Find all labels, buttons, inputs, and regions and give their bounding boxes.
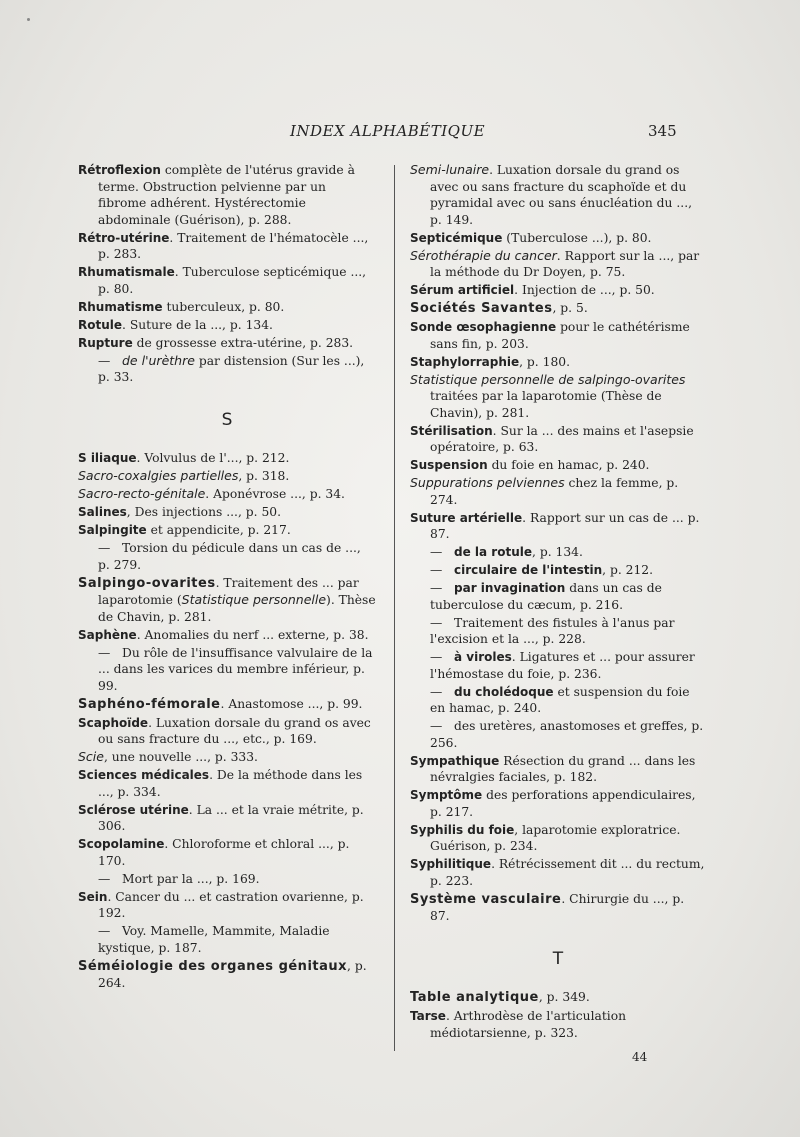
index-subentry: — par invagination dans un cas de tuberculose du cæcum, p. 216. <box>430 581 662 612</box>
entries-t <box>410 989 706 1041</box>
left-column <box>78 162 376 993</box>
entry-term: Symptôme <box>410 788 483 802</box>
entry-text: , Des injections ..., p. 50. <box>126 505 282 519</box>
entry-term: Rétro-utérine <box>78 230 170 245</box>
entry-term: Scopolamine <box>78 837 165 851</box>
entry-text: , une nouvelle ..., p. 333. <box>103 750 258 764</box>
index-subentry: — Torsion du pédicule dans un cas de ..., p. 279. <box>98 541 361 572</box>
index-entry <box>410 319 706 352</box>
index-entry <box>78 317 376 334</box>
entry-text: . Rapport sur un cas de ... p. 87. <box>430 510 700 541</box>
column-divider <box>394 165 395 1051</box>
entries-s2 <box>78 696 376 870</box>
index-entry <box>410 372 706 422</box>
entry-term: Tarse <box>410 1009 446 1023</box>
index-entry <box>78 450 376 467</box>
entries-right <box>410 162 706 543</box>
entry-term: Syphilis du foie <box>410 822 515 837</box>
index-entry <box>410 787 706 820</box>
entry-term: Sérum artificiel <box>410 283 515 297</box>
entry-term: Sacro-recto-génitale <box>78 486 206 501</box>
entry-text: . Chloroforme et chloral ..., p. 170. <box>98 837 350 868</box>
entries-r <box>78 162 376 351</box>
index-entry <box>410 230 706 247</box>
entry-text: . La ... et la vraie métrite, p. 306. <box>98 802 364 833</box>
page-number: 345 <box>648 122 677 140</box>
entry-term: Statistique personnelle de salpingo-ovarites <box>410 371 686 387</box>
entry-text: et appendicite, p. 217. <box>146 523 291 537</box>
index-entry <box>78 767 376 800</box>
entry-text: . De la méthode dans les ..., p. 334. <box>98 768 363 799</box>
entry-text: , p. 5. <box>552 301 588 315</box>
signature-mark: 44 <box>632 1050 648 1064</box>
index-entry <box>410 423 706 456</box>
index-subentry: — circulaire de l'intestin, p. 212. <box>430 563 654 577</box>
entries-right-2 <box>410 753 706 925</box>
index-subentry: — du cholédoque et suspension du foie en hamac, p. 240. <box>430 684 690 715</box>
entry-text: traitées par la laparotomie (Thèse de Chavin), p. 281. <box>430 389 662 420</box>
index-entry <box>410 1008 706 1041</box>
index-entry <box>78 230 376 263</box>
entry-text: du foie en hamac, p. 240. <box>487 458 650 472</box>
index-subentry: — Du rôle de l'insuffisance valvulaire de la ... dans les varices du membre inférieur, p. 99. <box>98 645 373 693</box>
entry-text: chez la femme, p. 274. <box>430 476 679 507</box>
entry-term: Système vasculaire <box>410 891 562 907</box>
entry-text: . Suture de la ..., p. 134. <box>122 317 273 332</box>
index-entry <box>410 475 706 508</box>
entry-term: Staphylorraphie <box>410 354 520 369</box>
entry-term: Salines <box>78 505 127 519</box>
entry-term: Stérilisation <box>410 423 493 438</box>
entry-term: Septicémique <box>410 230 503 245</box>
index-entry <box>410 282 706 299</box>
index-entry <box>410 753 706 786</box>
entry-term: Saphéno-fémorale <box>78 696 221 712</box>
entry-term: Sciences médicales <box>78 768 210 782</box>
entry-term: Suture artérielle <box>410 510 523 525</box>
entry-term: Syphilitique <box>410 857 492 871</box>
entry-text: . Anastomose ..., p. 99. <box>220 696 363 711</box>
index-entry <box>410 162 706 228</box>
entry-term: Semi-lunaire <box>410 162 490 177</box>
index-entry <box>410 856 706 889</box>
entry-text: . Tuberculose septicémique ..., p. 80. <box>98 265 367 296</box>
index-entry <box>78 836 376 869</box>
section-letter-t: T <box>552 948 564 969</box>
entry-term: Scie <box>78 749 104 764</box>
entry-term: Sympathique <box>410 753 500 768</box>
entry-text: . Volvulus de l'..., p. 212. <box>136 451 290 465</box>
right-column <box>410 162 706 1043</box>
entry-text: complète de l'utérus gravide à terme. Obstruction pelvienne par un fibrome adhérent. Hystérectomie abdominale (Guérison), p. 288. <box>98 163 355 227</box>
entry-text: . Sur la ... des mains et l'asepsie opératoire, p. 63. <box>430 423 694 454</box>
entry-term: Sociétés Savantes <box>410 301 553 316</box>
entry-text: . Injection de ..., p. 50. <box>514 283 655 297</box>
index-subentry: — de l'urèthre par distension (Sur les ...), p. 33. <box>98 352 365 384</box>
index-subentry: — Mort par la ..., p. 169. <box>98 871 260 886</box>
index-entry <box>78 299 376 316</box>
entry-term: Salpingite <box>78 523 147 537</box>
entry-text: . Rétrécissement dit ... du rectum, p. 223. <box>430 857 705 888</box>
entry-text: (Tuberculose ...), p. 80. <box>502 230 652 245</box>
entry-term: S iliaque <box>78 451 137 465</box>
speck <box>27 18 30 21</box>
entry-text: . Aponévrose ..., p. 34. <box>205 487 345 501</box>
index-entry <box>410 300 706 318</box>
index-entry: Saphène. Anomalies du nerf ... externe, p. 38. <box>78 627 369 642</box>
index-entry <box>78 468 376 485</box>
entry-term: Suspension <box>410 458 488 472</box>
index-entry <box>410 354 706 371</box>
entry-text: Résection du grand ... dans les névralgies faciales, p. 182. <box>430 753 696 784</box>
entry-text: pour le cathétérisme sans fin, p. 203. <box>430 320 690 351</box>
entry-text: , p. 180. <box>519 354 570 369</box>
index-subentry: — des uretères, anastomoses et greffes, p. 256. <box>430 719 704 750</box>
entry-term: Rotule <box>78 317 123 332</box>
index-entry <box>410 891 706 925</box>
entry-text: , laparotomie exploratrice. Guérison, p. 234. <box>430 822 681 853</box>
entry-term: Scaphoïde <box>78 715 149 730</box>
index-subentry: — à viroles. Ligatures et ... pour assurer l'hémostase du foie, p. 236. <box>430 650 695 681</box>
entry-term: Sacro-coxalgies partielles <box>78 468 239 483</box>
index-entry <box>78 504 376 521</box>
entry-text: . Luxation dorsale du grand os avec ou sans fracture du ..., etc., p. 169. <box>98 715 371 746</box>
index-subentry: — de la rotule, p. 134. <box>430 545 583 559</box>
index-entry <box>78 715 376 748</box>
index-subentry: — Voy. Mamelle, Mammite, Maladie kystique, p. 187. <box>98 924 330 955</box>
entry-term: Table analytique <box>410 990 539 1005</box>
index-entry <box>78 486 376 503</box>
entry-text: . Rapport sur la ..., par la méthode du Dr Doyen, p. 75. <box>430 248 700 279</box>
entry-term: Suppurations pelviennes <box>410 475 565 490</box>
suture-subentries <box>410 544 706 751</box>
index-entry <box>78 522 376 539</box>
entry-text: tuberculeux, p. 80. <box>162 299 285 314</box>
entry-term: Rétroflexion <box>78 163 161 177</box>
entry-text: . Chirurgie du ..., p. 87. <box>430 891 685 923</box>
index-entry <box>78 264 376 297</box>
entry-text: , p. 318. <box>238 469 290 483</box>
entry-term: Rupture <box>78 335 133 350</box>
index-entry <box>410 248 706 281</box>
entry-term: Rhumatisme <box>78 299 163 314</box>
index-entry <box>78 335 376 352</box>
entry-text: . Traitement de l'hématocèle ..., p. 283. <box>98 230 369 261</box>
index-entry <box>78 162 376 228</box>
entry-text: des perforations appendiculaires, p. 217. <box>430 788 696 819</box>
index-entry <box>78 802 376 835</box>
index-entry: Salpingo-ovarites. Traitement des ... par laparotomie (Statistique personnelle). Thèse de Chavin, p. 281. <box>78 575 376 624</box>
entry-term: Sclérose utérine <box>78 802 189 817</box>
entry-term: Sérothérapie du cancer <box>410 247 557 263</box>
index-entry: Séméiologie des organes génitaux, p. 264. <box>78 958 367 990</box>
entry-text: de grossesse extra-utérine, p. 283. <box>132 335 354 350</box>
entry-term: Rhumatismale <box>78 265 175 279</box>
index-entry: Sein. Cancer du ... et castration ovarienne, p. 192. <box>78 889 364 920</box>
index-entry <box>78 749 376 766</box>
entry-text: . Luxation dorsale du grand os avec ou sans fracture du scaphoïde et du pyramidal avec ou sans énucléation du ..., p. 149. <box>430 163 693 227</box>
index-entry <box>410 822 706 855</box>
index-entry <box>410 989 706 1007</box>
index-entry <box>78 696 376 714</box>
entry-text: . Arthrodèse de l'articulation médiotarsienne, p. 323. <box>430 1009 627 1040</box>
index-subentry: — Traitement des fistules à l'anus par l'excision et la ..., p. 228. <box>430 615 675 646</box>
entry-text: , p. 349. <box>538 990 590 1004</box>
index-entry <box>410 510 706 543</box>
entries-s <box>78 450 376 539</box>
entry-term: Sonde œsophagienne <box>410 320 557 334</box>
index-entry <box>410 457 706 474</box>
section-letter-s: S <box>221 409 233 430</box>
running-header: INDEX ALPHABÉTIQUE <box>290 122 486 140</box>
